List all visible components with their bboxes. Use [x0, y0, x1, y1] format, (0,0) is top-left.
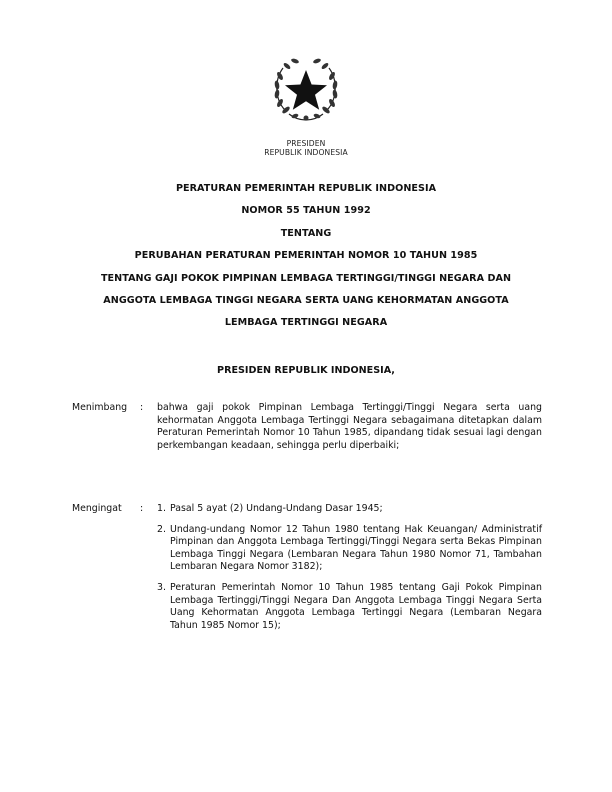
menimbang-text: bahwa gaji pokok Pimpinan Lembaga Tertinggi/Tinggi Negara serta uang kehormatan Anggota Lembaga Tertinggi Negara sebagaimana ditetapkan dalam Peraturan Pemerintah Nomor 10 Tahun 1985, dipandang tidak sesuai lagi dengan perkembangan keadaan, sehingga perlu diperbaiki; [157, 402, 542, 451]
mengingat-colon: : [140, 503, 144, 514]
mengingat-list [157, 503, 542, 632]
header-caption-presiden: PRESIDEN [286, 139, 326, 148]
menimbang-colon: : [140, 402, 144, 413]
list-item [157, 503, 542, 516]
list-item-text: Peraturan Pemerintah Nomor 10 Tahun 1985 tentang Gaji Pokok Pimpinan Lembaga Tertinggi/Tinggi Negara Dan Anggota Lembaga Tinggi Negara Serta Uang Kehormatan Anggota Lembaga Tertinggi Negara (Lembaran Negara Tahun 1985 Nomor 15); [170, 581, 542, 631]
list-item-number: 2. [157, 523, 166, 535]
presidential-seal-icon [271, 52, 341, 136]
list-item-number: 1. [157, 503, 166, 514]
document-title [0, 183, 612, 340]
title-line: TENTANG GAJI POKOK PIMPINAN LEMBAGA TERTINGGI/TINGGI NEGARA DAN [100, 272, 512, 284]
list-item-text: Undang-undang Nomor 12 Tahun 1980 tentang Hak Keuangan/ Administratif Pimpinan dan Anggota Lembaga Tertinggi/Tinggi Negara serta Bekas Pimpinan Lembaga Tinggi Negara (Lembaran Negara Tahun 1980 Nomor 71, Tambahan Lembaran Negara Nomor 3182); [170, 523, 542, 573]
title-line: TENTANG [280, 227, 332, 239]
preamble-heading: PRESIDEN REPUBLIK INDONESIA, [217, 365, 395, 376]
mengingat-label: Mengingat [72, 503, 122, 514]
header-caption-republik: REPUBLIK INDONESIA [264, 148, 348, 157]
list-item [157, 582, 542, 632]
list-item-number: 3. [157, 581, 166, 593]
title-line: NOMOR 55 TAHUN 1992 [241, 205, 371, 217]
list-item-text: Pasal 5 ayat (2) Undang-Undang Dasar 1945; [170, 503, 383, 514]
list-item [157, 524, 542, 574]
menimbang-label: Menimbang [72, 402, 128, 413]
title-line: PERATURAN PEMERINTAH REPUBLIK INDONESIA [175, 183, 437, 194]
title-line: ANGGOTA LEMBAGA TINGGI NEGARA SERTA UANG KEHORMATAN ANGGOTA [103, 294, 509, 306]
title-line: LEMBAGA TERTINGGI NEGARA [224, 317, 388, 329]
title-line: PERUBAHAN PERATURAN PEMERINTAH NOMOR 10 TAHUN 1985 [134, 250, 478, 262]
